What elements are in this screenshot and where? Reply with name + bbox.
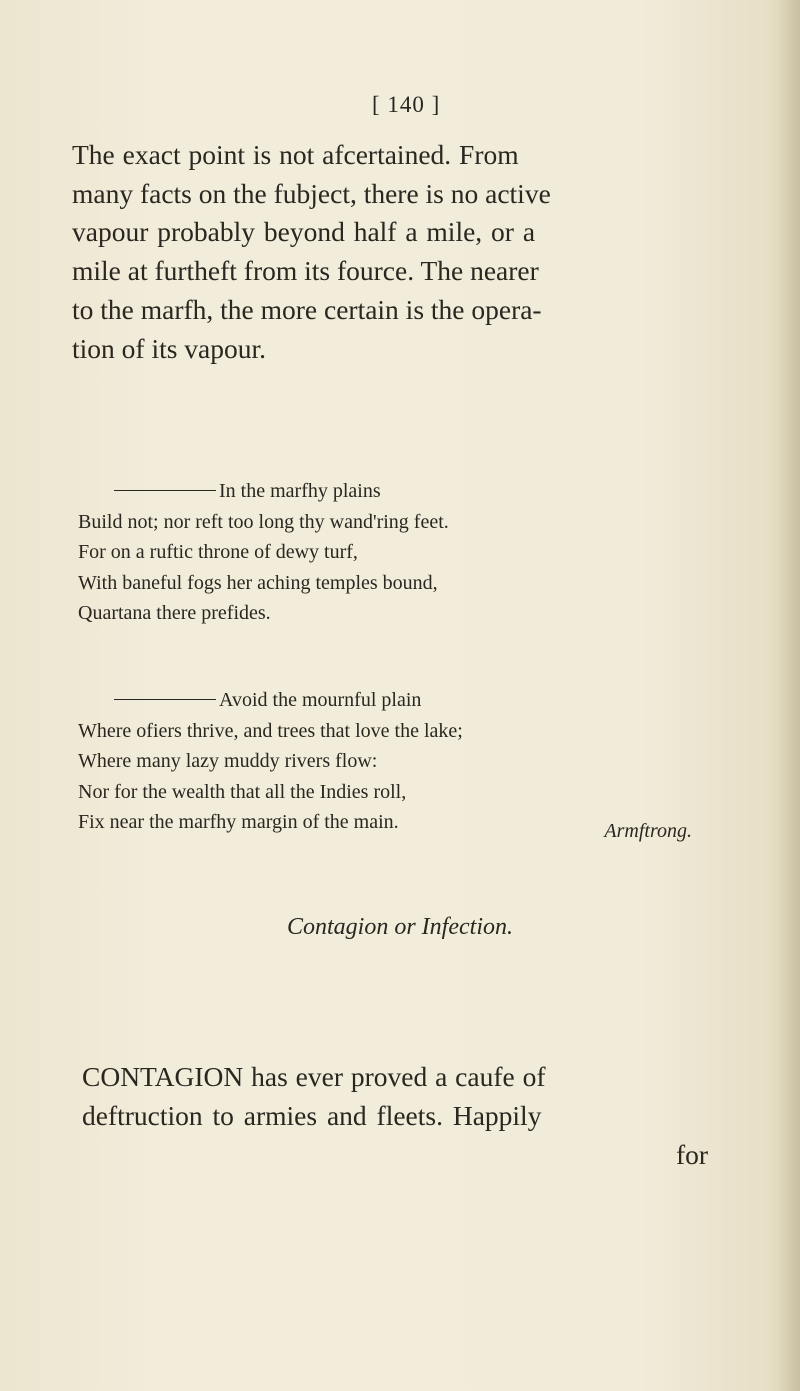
paragraph-line: The exact point is not afcertained. From	[72, 139, 519, 170]
contagion-paragraph	[82, 1058, 742, 1135]
verse-line: Fix near the marfhy margin of the main.	[78, 811, 399, 833]
paragraph-line: to the marfh, the more certain is the opera-	[72, 293, 542, 325]
verse-line-text: In the marfhy plains	[219, 480, 381, 502]
verse-line: Build not; nor reft too long thy wand'ring feet.	[78, 510, 449, 533]
paragraph-line: many facts on the fubject, there is no active	[72, 177, 551, 209]
verse-line	[114, 685, 463, 716]
page-edge-shadow	[778, 0, 800, 1391]
catchword: for	[676, 1139, 709, 1170]
verse-line: With baneful fogs her aching temples bound,	[78, 571, 438, 594]
verse-stanza-2	[78, 685, 463, 838]
dash-rule	[114, 699, 216, 700]
paragraph-line: deftruction to armies and fleets. Happily	[82, 1099, 542, 1131]
paragraph-line: tion of its vapour.	[72, 332, 267, 364]
paragraph-line: CONTAGION has ever proved a caufe of	[82, 1061, 546, 1092]
verse-line-text: Avoid the mournful plain	[219, 689, 422, 711]
section-heading: Contagion or Infection.	[287, 914, 513, 940]
verse-line: Where ofiers thrive, and trees that love the lake;	[78, 719, 463, 742]
verse-line	[114, 476, 449, 507]
verse-line: Where many lazy muddy rivers flow:	[78, 750, 378, 772]
opening-paragraph	[72, 136, 740, 368]
quotation-attribution: Armftrong.	[604, 820, 692, 842]
verse-line: Quartana there prefides.	[78, 602, 271, 624]
paragraph-line: mile at furtheft from its fource. The nearer	[72, 255, 539, 287]
page-number: [ 140 ]	[372, 92, 441, 117]
verse-stanza-1	[78, 476, 449, 629]
verse-line: For on a ruftic throne of dewy turf,	[78, 541, 358, 563]
paragraph-line: vapour probably beyond half a mile, or a	[72, 216, 536, 248]
verse-line: Nor for the wealth that all the Indies roll,	[78, 780, 407, 803]
dash-rule	[114, 490, 216, 491]
